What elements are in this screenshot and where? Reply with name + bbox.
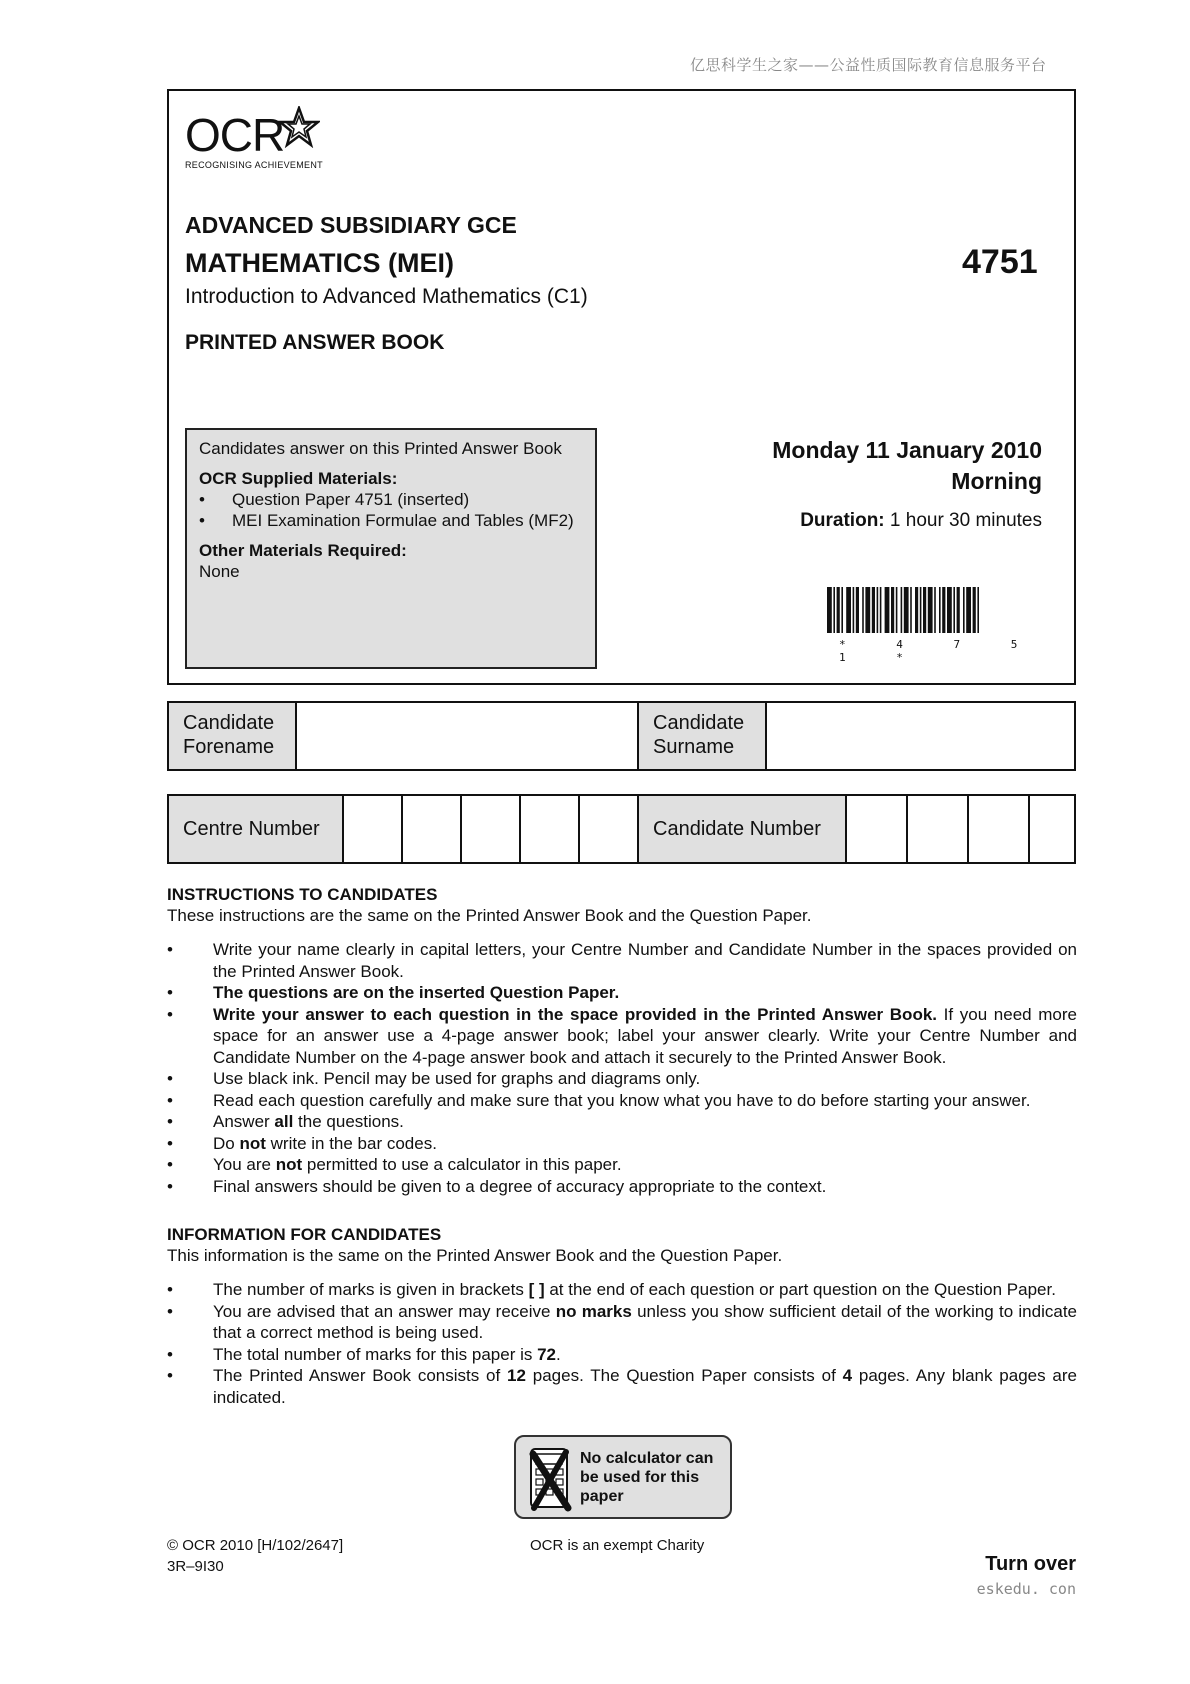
bottom-watermark: eskedu. con — [976, 1580, 1076, 1598]
exam-session: Morning — [951, 468, 1042, 494]
information-intro: This information is the same on the Printed Answer Book and the Question Paper. — [167, 1246, 783, 1265]
information-title: INFORMATION FOR CANDIDATES — [167, 1225, 442, 1244]
exam-duration: Duration: 1 hour 30 minutes — [800, 510, 1042, 531]
list-item: • You are not permitted to use a calculator in this paper. — [167, 1155, 622, 1174]
other-materials-value: None — [199, 562, 240, 581]
centre-digit-box[interactable] — [403, 796, 462, 862]
instructions-intro: These instructions are the same on the Printed Answer Book and the Question Paper. — [167, 906, 812, 925]
list-item: • The questions are on the inserted Question Paper. — [167, 983, 620, 1002]
list-item: • Answer all the questions. — [167, 1112, 404, 1131]
centre-digit-box[interactable] — [344, 796, 403, 862]
surname-field[interactable] — [767, 703, 1074, 769]
barcode — [827, 587, 1042, 664]
top-watermark: 亿思科学生之家——公益性质国际教育信息服务平台 — [690, 56, 1047, 74]
unit-title: Introduction to Advanced Mathematics (C1) — [185, 285, 588, 308]
candidate-digit-box[interactable] — [1030, 796, 1074, 862]
candidate-digit-box[interactable] — [969, 796, 1030, 862]
forename-field[interactable] — [297, 703, 639, 769]
materials-intro: Candidates answer on this Printed Answer Book — [199, 439, 562, 458]
list-item: • You are advised that an answer may receive no marks unless you show sufficient detail of the working to indicate that a correct method is being used. — [167, 1301, 1077, 1342]
list-item: • The Printed Answer Book consists of 12 pages. The Question Paper consists of 4 pages. Any blank pages are indicated. — [167, 1366, 1077, 1407]
other-materials-title: Other Materials Required: — [199, 541, 407, 560]
centre-digit-box[interactable] — [521, 796, 580, 862]
candidate-name-row — [167, 701, 1076, 771]
list-item: • Use black ink. Pencil may be used for graphs and diagrams only. — [167, 1069, 701, 1088]
candidate-digit-box[interactable] — [847, 796, 908, 862]
list-item: • Do not write in the bar codes. — [167, 1133, 437, 1153]
paper-code: 4751 — [962, 243, 1038, 281]
calculator-notice-text: No calculator can be used for this paper — [580, 1450, 714, 1505]
instructions-title: INSTRUCTIONS TO CANDIDATES — [167, 885, 438, 904]
information-list — [167, 1279, 1077, 1408]
document-code: 3R–9I30 — [167, 1558, 224, 1575]
logo-text: OCR — [185, 109, 285, 161]
qualification-title: ADVANCED SUBSIDIARY GCE — [185, 212, 517, 238]
surname-label: Candidate Surname — [639, 703, 767, 769]
no-calculator-notice — [514, 1435, 732, 1519]
candidate-number-label: Candidate Number — [639, 796, 847, 862]
list-item: • The number of marks is given in brackets [ ] at the end of each question or part question on the Question Paper. — [167, 1280, 1056, 1299]
ocr-logo — [185, 109, 323, 170]
centre-digit-box[interactable] — [462, 796, 521, 862]
copyright: © OCR 2010 [H/102/2647] — [167, 1537, 344, 1554]
logo-tagline: RECOGNISING ACHIEVEMENT — [185, 160, 323, 170]
candidate-digit-box[interactable] — [908, 796, 969, 862]
list-item: • Write your name clearly in capital letters, your Centre Number and Candidate Number in the spaces provided on the Printed Answer Book. — [167, 940, 1077, 981]
list-item: • Final answers should be given to a degree of accuracy appropriate to the context. — [167, 1176, 827, 1196]
exam-date: Monday 11 January 2010 Morning — [772, 435, 1042, 497]
charity-note: OCR is an exempt Charity — [530, 1537, 705, 1554]
number-row — [167, 794, 1076, 864]
crossed-calculator-icon — [528, 1446, 574, 1512]
list-item: • Read each question carefully and make sure that you know what you have to do before starting your answer. — [167, 1090, 1031, 1110]
materials-box — [185, 428, 597, 669]
list-item: • The total number of marks for this paper is 72. — [167, 1344, 561, 1364]
turn-over: Turn over — [985, 1553, 1076, 1575]
forename-label: Candidate Forename — [169, 703, 297, 769]
supplied-item: • MEI Examination Formulae and Tables (MF2) — [199, 511, 574, 530]
instructions-list — [167, 939, 1077, 1197]
subject-title: MATHEMATICS (MEI) — [185, 248, 454, 278]
supplied-item: • Question Paper 4751 (inserted) — [199, 490, 470, 509]
barcode-text: * 4 7 5 1 * — [839, 638, 1040, 664]
book-type: PRINTED ANSWER BOOK — [185, 331, 445, 354]
centre-digit-box[interactable] — [580, 796, 639, 862]
centre-number-label: Centre Number — [169, 796, 344, 862]
list-item: • Write your answer to each question in the space provided in the Printed Answer Book. If you need more space for an answer use a 4-page answer book; label your answer clearly. Write your Centre Number and Candidate Number on the 4-page answer book and attach it securely to the Printed Answer Book. — [167, 1004, 1077, 1067]
supplied-title: OCR Supplied Materials: — [199, 469, 398, 488]
star-icon — [278, 106, 320, 148]
